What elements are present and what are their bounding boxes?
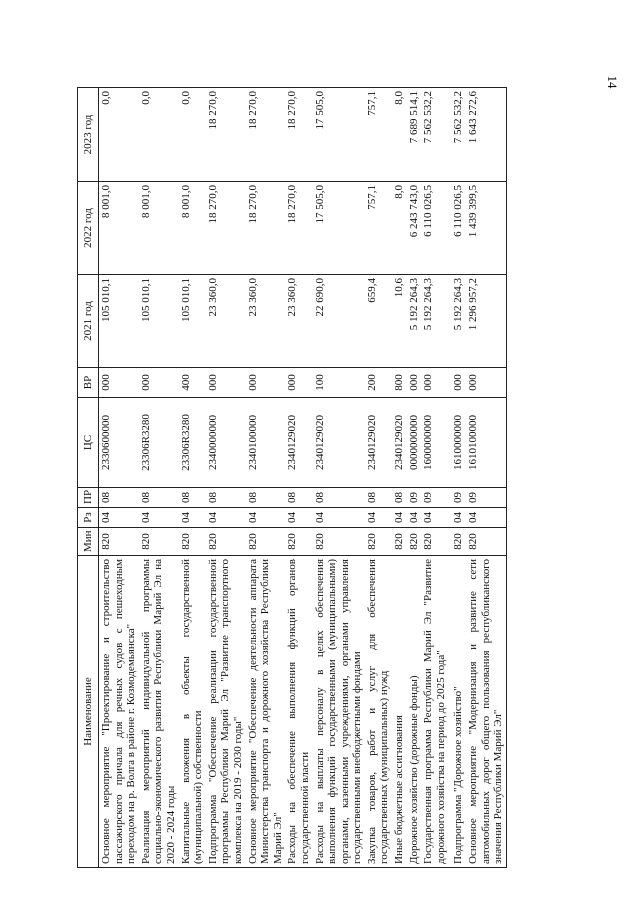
cell-min: 820 (139, 528, 179, 556)
cell-vr: 000 (421, 368, 448, 398)
cell-min: 820 (206, 528, 246, 556)
cell-cs: 23306R3280 (139, 398, 179, 488)
table-row (365, 88, 392, 868)
cell-vr: 000 (448, 368, 466, 398)
cell-y2023: 17 505,0 (313, 88, 365, 182)
cell-rz: 04 (285, 508, 312, 528)
cell-y2023: 7 562 532,2 (448, 88, 466, 182)
cell-y2023: 757,1 (365, 88, 392, 182)
cell-y2022: 17 505,0 (313, 182, 365, 275)
cell-name: Основное мероприятие "Модернизация и развитие сети автомобильных дорог общего пользования республиканского значения Республики Марий Эл" (466, 556, 506, 868)
cell-name: Реализация мероприятий индивидуальной программы социально-экономического развития Республики Марий Эл на 2020 - 2024 годы (139, 556, 179, 868)
cell-vr: 000 (246, 368, 286, 398)
cell-pr: 08 (139, 488, 179, 508)
cell-rz: 04 (99, 508, 139, 528)
cell-cs: 2340100000 (246, 398, 286, 488)
cell-cs: 1600000000 (421, 398, 448, 488)
cell-y2021: 5 192 264,3 (448, 275, 466, 368)
cell-name: Закупка товаров, работ и услуг для обеспечения государственных (муниципальных) нужд (365, 556, 392, 868)
cell-rz: 04 (448, 508, 466, 528)
cell-pr: 08 (206, 488, 246, 508)
cell-y2022: 757,1 (365, 182, 392, 275)
cell-y2021: 10,6 (392, 275, 407, 368)
cell-y2022: 6 110 026,5 (421, 182, 448, 275)
cell-y2021: 5 192 264,3 (407, 275, 422, 368)
cell-name: Дорожное хозяйство (дорожные фонды) (407, 556, 422, 868)
cell-y2023: 0,0 (139, 88, 179, 182)
cell-min: 820 (246, 528, 286, 556)
cell-y2022: 8 001,0 (99, 182, 139, 275)
cell-min: 820 (365, 528, 392, 556)
header-min: Мин (78, 528, 99, 556)
cell-pr: 09 (466, 488, 506, 508)
cell-rz: 04 (407, 508, 422, 528)
header-vr: ВР (78, 368, 99, 398)
cell-y2023: 8,0 (392, 88, 407, 182)
cell-vr: 000 (407, 368, 422, 398)
cell-y2021: 105 010,1 (139, 275, 179, 368)
cell-name: Капитальные вложения в объекты государственной (муниципальной) собственности (179, 556, 206, 868)
header-cs: ЦС (78, 398, 99, 488)
budget-table (77, 87, 507, 868)
cell-cs: 1610000000 (448, 398, 466, 488)
cell-pr: 09 (448, 488, 466, 508)
cell-pr: 08 (179, 488, 206, 508)
table-row (206, 88, 246, 868)
cell-cs: 2340129020 (392, 398, 407, 488)
cell-name: Основное мероприятие "Проектирование и строительство пассажирского причала для речных судов с пешеходным переходом на р. Волга в районе г. Козмодемьянска" (99, 556, 139, 868)
table-row (179, 88, 206, 868)
cell-cs: 23306R3280 (179, 398, 206, 488)
cell-y2023: 18 270,0 (246, 88, 286, 182)
cell-vr: 000 (285, 368, 312, 398)
header-rz: Рз (78, 508, 99, 528)
table-row (392, 88, 407, 868)
cell-rz: 04 (365, 508, 392, 528)
cell-y2022: 1 439 399,5 (466, 182, 506, 275)
cell-min: 820 (285, 528, 312, 556)
cell-vr: 000 (466, 368, 506, 398)
cell-y2021: 23 360,0 (246, 275, 286, 368)
cell-cs: 2340000000 (206, 398, 246, 488)
cell-y2021: 22 690,0 (313, 275, 365, 368)
cell-name: Расходы на выплаты персоналу в целях обеспечения выполнения функций государственными (муниципальными) органами, казенными учреждениями, органами управления государственными внебюджетными фондами (313, 556, 365, 868)
cell-name: Расходы на обеспечение выполнения функций органов государственной власти (285, 556, 312, 868)
table-row (246, 88, 286, 868)
cell-cs: 0000000000 (407, 398, 422, 488)
cell-name: Иные бюджетные ассигнования (392, 556, 407, 868)
table-row (448, 88, 466, 868)
cell-rz: 04 (392, 508, 407, 528)
cell-pr: 08 (392, 488, 407, 508)
table-row (99, 88, 139, 868)
cell-cs: 2330600000 (99, 398, 139, 488)
cell-name: Основное мероприятие "Обеспечение деятельности аппарата Министерства транспорта и дорожного хозяйства Республики Марий Эл" (246, 556, 286, 868)
cell-y2021: 105 010,1 (179, 275, 206, 368)
header-name: Наименование (78, 556, 99, 868)
table-row (407, 88, 422, 868)
cell-min: 820 (407, 528, 422, 556)
cell-cs: 2340129020 (365, 398, 392, 488)
cell-rz: 04 (206, 508, 246, 528)
cell-y2021: 23 360,0 (206, 275, 246, 368)
cell-vr: 000 (99, 368, 139, 398)
cell-min: 820 (448, 528, 466, 556)
table-body (99, 88, 507, 868)
cell-y2021: 1 296 957,2 (466, 275, 506, 368)
cell-y2022: 18 270,0 (246, 182, 286, 275)
cell-y2022: 6 110 026,5 (448, 182, 466, 275)
cell-y2023: 18 270,0 (285, 88, 312, 182)
cell-cs: 1610100000 (466, 398, 506, 488)
cell-min: 820 (313, 528, 365, 556)
cell-vr: 400 (179, 368, 206, 398)
table-row (466, 88, 506, 868)
cell-vr: 200 (365, 368, 392, 398)
cell-pr: 08 (246, 488, 286, 508)
cell-cs: 2340129020 (313, 398, 365, 488)
cell-name: Государственная программа Республики Марий Эл "Развитие дорожного хозяйства на период до 2025 года" (421, 556, 448, 868)
cell-pr: 09 (421, 488, 448, 508)
table-header-row (78, 88, 99, 868)
cell-y2022: 6 243 743,0 (407, 182, 422, 275)
cell-y2023: 7 689 514,1 (407, 88, 422, 182)
cell-name: Подпрограмма "Обеспечение реализации государственной программы Республики Марий Эл "Развитие транспортного комплекса на 2019 - 2030 годы" (206, 556, 246, 868)
cell-rz: 04 (421, 508, 448, 528)
cell-y2023: 1 643 272,6 (466, 88, 506, 182)
cell-min: 820 (392, 528, 407, 556)
table-row (139, 88, 179, 868)
cell-vr: 000 (206, 368, 246, 398)
cell-pr: 08 (99, 488, 139, 508)
header-2023: 2023 год (78, 88, 99, 182)
table-row (421, 88, 448, 868)
cell-y2022: 8,0 (392, 182, 407, 275)
budget-table-container (77, 88, 587, 868)
header-pr: ПР (78, 488, 99, 508)
header-2022: 2022 год (78, 182, 99, 275)
cell-rz: 04 (466, 508, 506, 528)
cell-name: Подпрограмма "Дорожное хозяйство" (448, 556, 466, 868)
cell-rz: 04 (313, 508, 365, 528)
table-row (285, 88, 312, 868)
cell-rz: 04 (179, 508, 206, 528)
cell-y2022: 8 001,0 (139, 182, 179, 275)
cell-rz: 04 (246, 508, 286, 528)
cell-pr: 08 (285, 488, 312, 508)
cell-pr: 08 (313, 488, 365, 508)
cell-y2022: 18 270,0 (285, 182, 312, 275)
cell-y2021: 659,4 (365, 275, 392, 368)
cell-rz: 04 (139, 508, 179, 528)
cell-cs: 2340129020 (285, 398, 312, 488)
cell-y2023: 0,0 (179, 88, 206, 182)
cell-vr: 100 (313, 368, 365, 398)
page-number: 14 (605, 75, 620, 89)
cell-y2021: 5 192 264,3 (421, 275, 448, 368)
cell-min: 820 (421, 528, 448, 556)
table-row (313, 88, 365, 868)
cell-vr: 800 (392, 368, 407, 398)
cell-vr: 000 (139, 368, 179, 398)
cell-y2022: 8 001,0 (179, 182, 206, 275)
cell-min: 820 (99, 528, 139, 556)
cell-pr: 08 (365, 488, 392, 508)
cell-pr: 09 (407, 488, 422, 508)
cell-y2022: 18 270,0 (206, 182, 246, 275)
cell-min: 820 (179, 528, 206, 556)
cell-y2023: 0,0 (99, 88, 139, 182)
header-2021: 2021 год (78, 275, 99, 368)
cell-y2021: 105 010,1 (99, 275, 139, 368)
cell-y2023: 7 562 532,2 (421, 88, 448, 182)
cell-y2021: 23 360,0 (285, 275, 312, 368)
cell-y2023: 18 270,0 (206, 88, 246, 182)
cell-min: 820 (466, 528, 506, 556)
